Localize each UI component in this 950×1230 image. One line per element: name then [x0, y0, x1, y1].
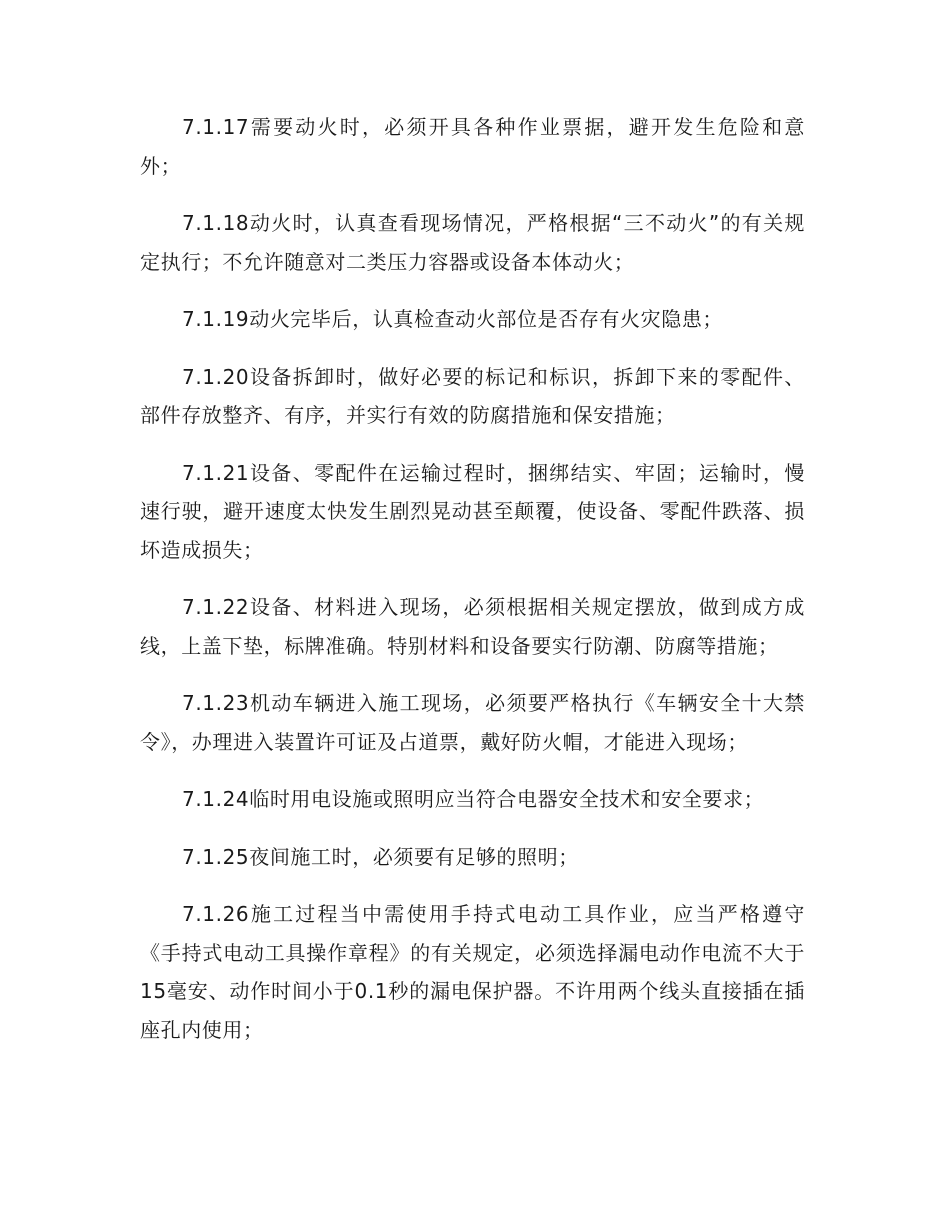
clause-7-1-22: 7.1.22设备、材料进入现场，必须根据相关规定摆放，做到成方成线，上盖下垫，标牌准确。特别材料和设备要实行防潮、防腐等措施； [140, 595, 805, 658]
clause-7-1-19: 7.1.19动火完毕后，认真检查动火部位是否存有火灾隐患； [182, 307, 724, 331]
clause-7-1-18: 7.1.18动火时，认真查看现场情况，严格根据“三不动火”的有关规定执行；不允许随意对二类压力容器或设备本体动火； [140, 211, 805, 274]
clause-7-1-25: 7.1.25夜间施工时，必须要有足够的照明； [182, 844, 579, 869]
clause-7-1-24: 7.1.24临时用电设施或照明应当符合电器安全技术和安全要求； [182, 787, 765, 811]
document-body [140, 108, 805, 1068]
clause-7-1-17: 7.1.17需要动火时，必须开具各种作业票据，避开发生危险和意外； [140, 115, 805, 178]
clause-7-1-21: 7.1.21设备、零配件在运输过程时，捆绑结实、牢固；运输时，慢速行驶，避开速度太快发生剧烈晃动甚至颠覆，使设备、零配件跌落、损坏造成损失； [140, 460, 805, 562]
clause-7-1-20: 7.1.20设备拆卸时，做好必要的标记和标识，拆卸下来的零配件、部件存放整齐、有序，并实行有效的防腐措施和保安措施； [140, 364, 805, 427]
clause-7-1-26: 7.1.26施工过程当中需使用手持式电动工具作业，应当严格遵守《手持式电动工具操作章程》的有关规定，必须选择漏电动作电流不大于15毫安、动作时间小于0.1秒的漏电保护器。不许用两个线头直接插在插座孔内使用； [140, 902, 805, 1042]
clause-7-1-23: 7.1.23机动车辆进入施工现场，必须要严格执行《车辆安全十大禁令》，办理进入装置许可证及占道票，戴好防火帽，才能进入现场； [140, 691, 805, 754]
